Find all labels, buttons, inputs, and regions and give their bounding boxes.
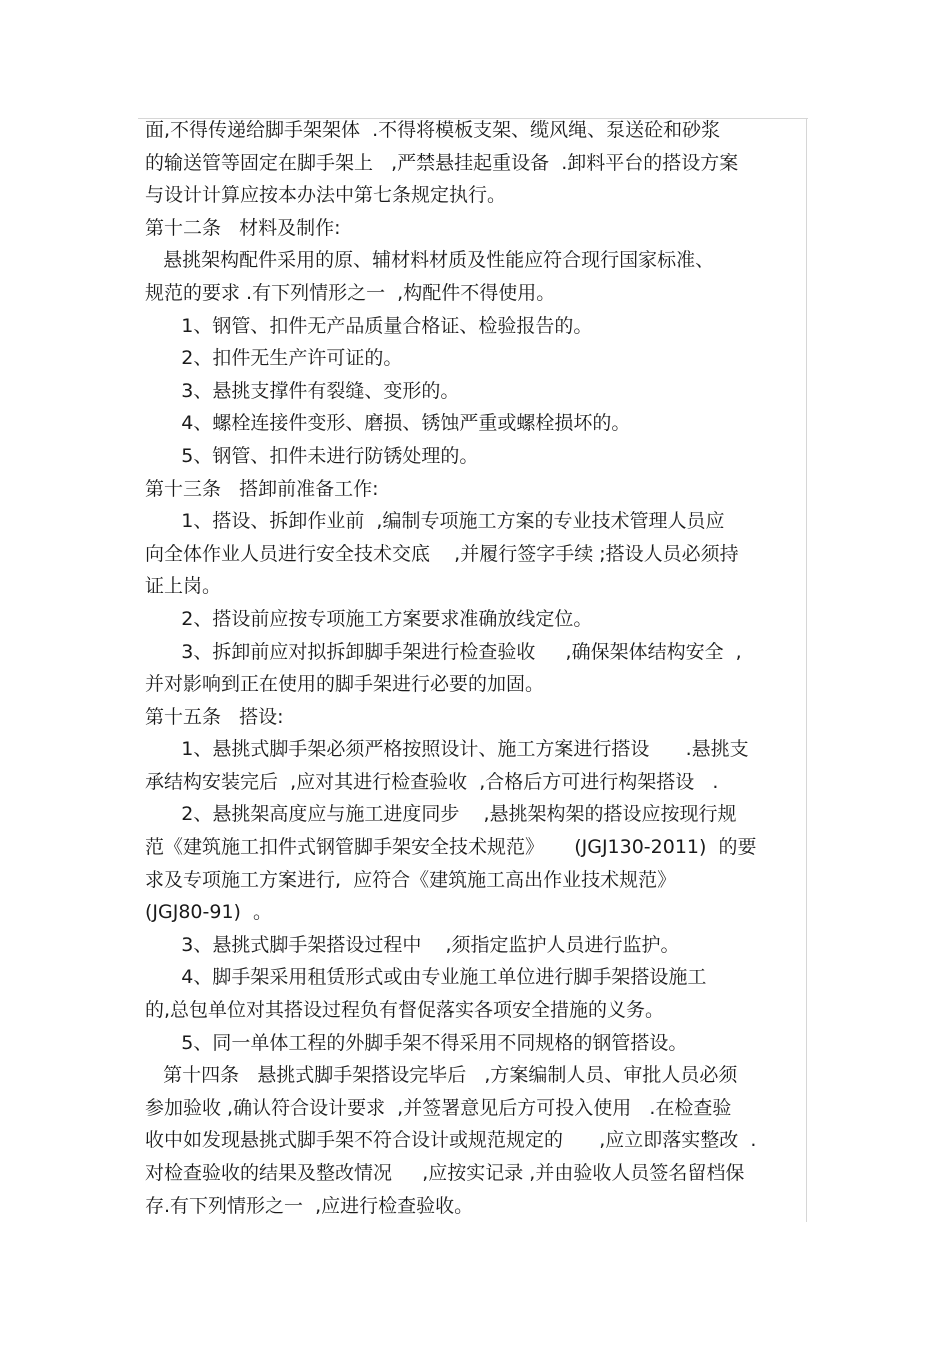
list-item: 2、扣件无生产许可证的。 — [145, 347, 403, 370]
list-item: 1、悬挑式脚手架必须严格按照设计、施工方案进行搭设 .悬挑支 — [145, 738, 749, 761]
text-line: 的输送管等固定在脚手架上 ,严禁悬挂起重设备 .卸料平台的搭设方案 — [145, 151, 739, 174]
document-body — [145, 114, 807, 1222]
text-line: 悬挑架构配件采用的原、辅材料材质及性能应符合现行国家标准、 — [145, 249, 715, 272]
list-item: 4、螺栓连接件变形、磨损、锈蚀严重或螺栓损坏的。 — [145, 412, 631, 435]
text-line: 的,总包单位对其搭设过程负有督促落实各项安全措施的义务。 — [145, 999, 665, 1022]
text-line: 参加验收 ,确认符合设计要求 ,并签署意见后方可投入使用 .在检查验 — [145, 1096, 732, 1119]
list-item: 2、搭设前应按专项施工方案要求准确放线定位。 — [145, 607, 593, 630]
list-item: 1、钢管、扣件无产品质量合格证、检验报告的。 — [145, 314, 593, 337]
list-item: 3、悬挑支撑件有裂缝、变形的。 — [145, 379, 460, 402]
text-line: 收中如发现悬挑式脚手架不符合设计或规范规定的 ,应立即落实整改 . — [145, 1129, 757, 1152]
text-line: 求及专项施工方案进行, 应符合《建筑施工高出作业技术规范》 — [145, 868, 677, 891]
section-heading: 第十二条 材料及制作: — [145, 216, 341, 239]
text-line: 承结构安装完后 ,应对其进行检查验收 ,合格后方可进行构架搭设 . — [145, 770, 719, 793]
list-item: 2、悬挑架高度应与施工进度同步 ,悬挑架构架的搭设应按现行规 — [145, 803, 737, 826]
text-line: 对检查验收的结果及整改情况 ,应按实记录 ,并由验收人员签名留档保 — [145, 1162, 745, 1184]
text-line: 证上岗。 — [145, 575, 222, 598]
text-line: 并对影响到正在使用的脚手架进行必要的加固。 — [145, 673, 545, 696]
section-heading: 第十五条 搭设: — [145, 705, 284, 728]
list-item: 5、钢管、扣件未进行防锈处理的。 — [145, 444, 479, 467]
text-line: 规范的要求 .有下列情形之一 ,构配件不得使用。 — [145, 281, 556, 304]
text-line: 范《建筑施工扣件式钢管脚手架安全技术规范》 (JGJ130-2011) 的要 — [145, 836, 757, 859]
section-heading: 第十四条 悬挑式脚手架搭设完毕后 ,方案编制人员、审批人员必须 — [145, 1064, 738, 1087]
text-line: (JGJ80-91) 。 — [145, 901, 273, 924]
text-line: 存.有下列情形之一 ,应进行检查验收。 — [145, 1194, 474, 1217]
section-heading: 第十三条 搭卸前准备工作: — [145, 477, 379, 500]
list-item: 5、同一单体工程的外脚手架不得采用不同规格的钢管搭设。 — [145, 1031, 688, 1054]
text-line: 与设计计算应按本办法中第七条规定执行。 — [145, 184, 507, 207]
text-line: 向全体作业人员进行安全技术交底 ,并履行签字手续 ;搭设人员必须持 — [145, 542, 739, 565]
list-item: 3、拆卸前应对拟拆卸脚手架进行检查验收 ,确保架体结构安全 , — [145, 640, 742, 663]
list-item: 3、悬挑式脚手架搭设过程中 ,须指定监护人员进行监护。 — [145, 933, 680, 956]
text-line: 面,不得传递给脚手架架体 .不得将模板支架、缆风绳、泵送砼和砂浆 — [145, 119, 721, 141]
list-item: 4、脚手架采用租赁形式或由专业施工单位进行脚手架搭设施工 — [145, 966, 707, 989]
list-item: 1、搭设、拆卸作业前 ,编制专项施工方案的专业技术管理人员应 — [145, 510, 725, 533]
